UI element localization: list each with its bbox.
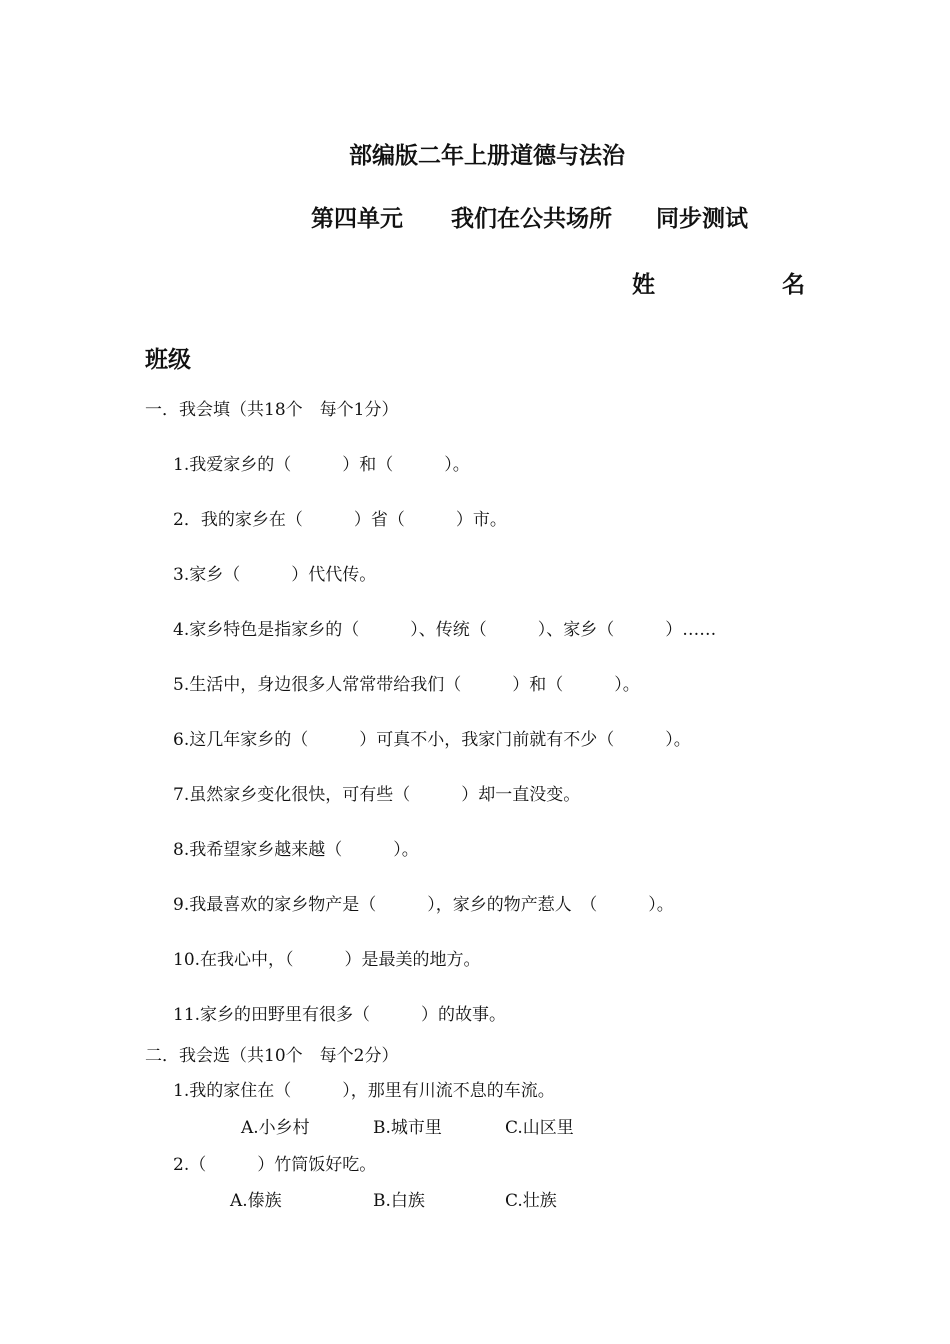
fill-item-6: 6.这几年家乡的（ ）可真不小，我家门前就有不少（ ）。 bbox=[173, 730, 691, 750]
fill-item-7: 7.虽然家乡变化很快，可有些（ ）却一直没变。 bbox=[173, 785, 581, 805]
fill-item-5: 5.生活中，身边很多人常常带给我们（ ）和（ ）。 bbox=[173, 675, 640, 695]
fill-item-2: 2．我的家乡在（ ）省（ ）市。 bbox=[173, 510, 507, 530]
fill-item-11: 11.家乡的田野里有很多（ ）的故事。 bbox=[173, 1005, 507, 1025]
fill-item-4: 4.家乡特色是指家乡的（ ）、传统（ ）、家乡（ ）…… bbox=[173, 620, 717, 640]
page-title: 部编版二年上册道德与法治 bbox=[349, 143, 625, 169]
choice-option-2c: C.壮族 bbox=[505, 1191, 557, 1211]
choice-option-2b: B.白族 bbox=[373, 1191, 425, 1211]
choice-option-1b: B.城市里 bbox=[373, 1118, 442, 1138]
fill-item-9: 9.我最喜欢的家乡物产是（ ），家乡的物产惹人 （ ）。 bbox=[173, 895, 674, 915]
choice-question-2: 2.（ ）竹筒饭好吃。 bbox=[173, 1155, 377, 1175]
unit-number: 第四单元 bbox=[311, 206, 403, 232]
unit-topic: 我们在公共场所 bbox=[451, 206, 612, 232]
choice-option-1a: A.小乡村 bbox=[241, 1118, 310, 1138]
choice-option-2a: A.傣族 bbox=[230, 1191, 282, 1211]
section1-heading: 一．我会填（共18个 每个1分） bbox=[145, 400, 399, 420]
name-label-char1: 姓 bbox=[632, 272, 655, 298]
fill-item-10: 10.在我心中，（ ）是最美的地方。 bbox=[173, 950, 481, 970]
fill-item-1: 1.我爱家乡的（ ）和（ ）。 bbox=[173, 455, 470, 475]
fill-item-3: 3.家乡（ ）代代传。 bbox=[173, 565, 377, 585]
section2-heading: 二．我会选（共10个 每个2分） bbox=[145, 1046, 399, 1066]
choice-question-1: 1.我的家住在（ ），那里有川流不息的车流。 bbox=[173, 1081, 555, 1101]
choice-option-1c: C.山区里 bbox=[505, 1118, 574, 1138]
unit-test-label: 同步测试 bbox=[656, 206, 748, 232]
fill-item-8: 8.我希望家乡越来越（ ）。 bbox=[173, 840, 419, 860]
class-label: 班级 bbox=[145, 347, 191, 373]
name-label-char2: 名 bbox=[782, 272, 805, 298]
